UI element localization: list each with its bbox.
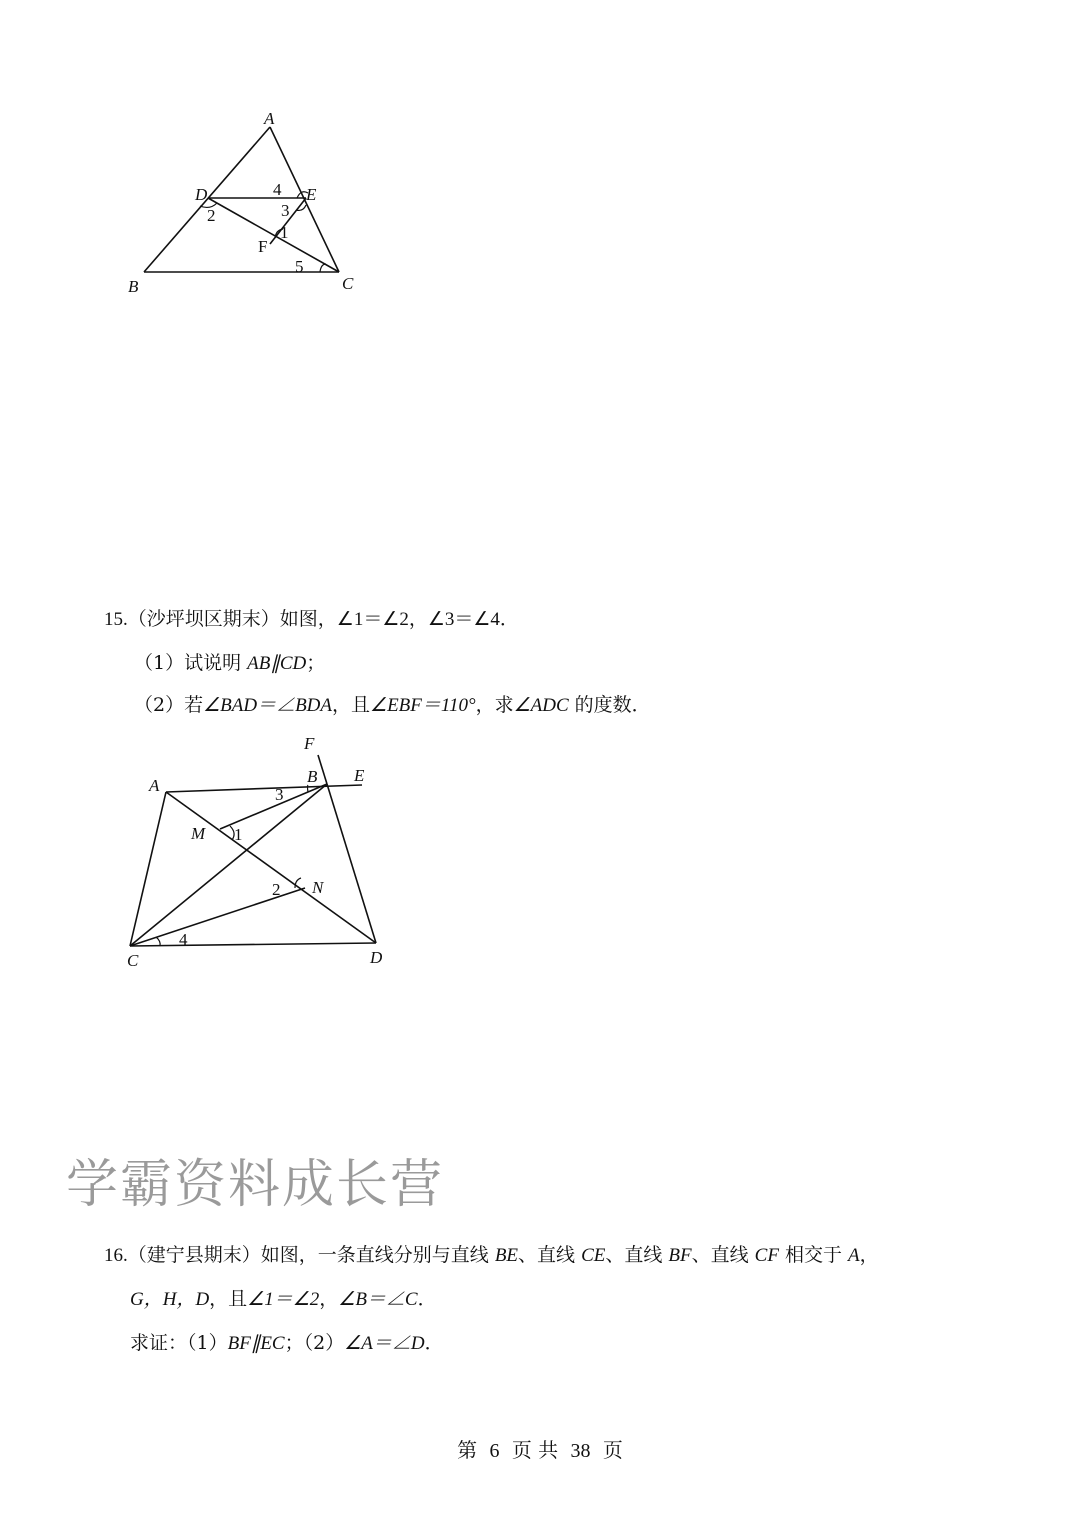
q16-line2-points: G，H，D: [130, 1289, 210, 1310]
label-angle-2: 2: [207, 206, 216, 225]
q16-p-end: ．: [424, 1332, 444, 1354]
q16-line2-math2: ∠B＝∠C: [338, 1289, 418, 1310]
q16-line1-text: 如图，一条直线分别与直线: [260, 1244, 495, 1266]
segment-bd: [327, 784, 376, 943]
q15-part2-mid2: ，求: [475, 694, 514, 716]
q15-part2-math1: ∠BAD＝∠BDA: [203, 695, 333, 716]
label-angle-5: 5: [295, 257, 304, 276]
q15-part1-end: ；: [306, 652, 326, 674]
q15-part1: [134, 650, 325, 677]
label-point-c: C: [342, 274, 354, 293]
label-point-e: E: [354, 766, 365, 785]
q16-be: BE: [494, 1245, 519, 1266]
q16-line2: [130, 1286, 437, 1313]
q15-part1-text: 试说明: [184, 652, 248, 674]
q16-line2-end: ．: [417, 1288, 437, 1310]
q15-number: 15.: [104, 609, 128, 630]
label-angle-3: 3: [281, 201, 290, 220]
figure-quadrilateral-svg: [120, 730, 400, 975]
segment-mb: [220, 784, 327, 829]
q15-part2-end: 的度数．: [568, 694, 651, 716]
label-point-b: B: [307, 767, 318, 786]
figure-triangle-abc: [120, 100, 380, 300]
q16-p1-math: BF∥EC: [227, 1333, 285, 1354]
label-angle-1: 1: [234, 825, 243, 844]
q16-line2-math1: ∠1＝∠2: [247, 1289, 320, 1310]
q16-line1: [104, 1242, 879, 1269]
segment-ad: [166, 792, 376, 943]
q15-part2-label: （2）: [134, 694, 185, 716]
label-angle-2: 2: [272, 880, 281, 899]
label-point-f: F: [258, 237, 268, 256]
footer-page-number: 6: [489, 1440, 500, 1462]
q16-cf: CF: [754, 1245, 779, 1266]
q15-stem-prefix: 如图，: [279, 608, 337, 630]
q16-sep2: 、直线: [605, 1244, 669, 1266]
segment-cd: [130, 943, 376, 946]
q16-p-sep: ；: [284, 1332, 304, 1354]
segment-cb: [130, 784, 327, 946]
q16-ce: CE: [581, 1245, 606, 1266]
label-angle-4: 4: [273, 180, 282, 199]
footer-prefix: 第: [457, 1438, 478, 1462]
q16-p2-math: ∠A＝∠D: [344, 1333, 425, 1354]
q16-prove-label: 求证：: [130, 1332, 188, 1354]
segment-dc: [208, 198, 339, 272]
q15-stem: [104, 606, 519, 633]
footer-total-pages: 38: [570, 1440, 591, 1462]
label-point-m: M: [191, 824, 206, 843]
q16-a: A: [848, 1245, 860, 1266]
label-point-d: D: [370, 948, 383, 967]
q15-part1-math: AB∥CD: [247, 653, 307, 674]
q15-part2-mid: ，且: [332, 694, 371, 716]
label-point-b: B: [128, 277, 139, 296]
q15-part2-pre: 若: [184, 694, 204, 716]
q15-part2-math2: ∠EBF＝110°: [370, 695, 476, 716]
q15-stem-math: ∠1＝∠2，∠3＝∠4．: [336, 609, 519, 630]
q16-sep1: 、直线: [518, 1244, 582, 1266]
arc-angle-4: [156, 937, 160, 946]
q16-p1-label: （1）: [187, 1332, 228, 1354]
label-point-f: F: [304, 734, 315, 753]
label-angle-4: 4: [179, 930, 188, 949]
label-point-a: A: [149, 776, 160, 795]
footer-suffix: 页: [602, 1438, 623, 1462]
figure-quadrilateral: [120, 730, 400, 975]
q15-part2-math3: ∠ADC: [513, 695, 569, 716]
label-point-e: E: [306, 185, 317, 204]
q16-bf: BF: [668, 1245, 692, 1266]
q16-sep3: 、直线: [691, 1244, 755, 1266]
q16-sep4: 相交于: [778, 1244, 849, 1266]
q15-part1-label: （1）: [134, 652, 185, 674]
label-point-n: N: [312, 878, 324, 897]
label-point-d: D: [195, 185, 208, 204]
arc-angle-5: [320, 264, 326, 272]
watermark-text: 学霸资料成长营: [66, 1155, 445, 1215]
q15-source: （沙坪坝区期末）: [127, 608, 280, 630]
label-point-c: C: [127, 951, 139, 970]
page-footer: [0, 1434, 1080, 1463]
q16-comma: ，: [859, 1244, 879, 1266]
segment-bf: [318, 755, 327, 784]
q15-part2: [134, 692, 651, 719]
label-angle-1: 1: [280, 223, 289, 242]
q16-source: （建宁县期末）: [127, 1244, 261, 1266]
q16-line2-sep: ，: [319, 1288, 339, 1310]
label-angle-3: 3: [275, 785, 284, 804]
segment-ac: [130, 792, 166, 946]
q16-line2-mid: ，且: [209, 1288, 248, 1310]
q16-p2-label: （2）: [303, 1332, 345, 1354]
q16-number: 16.: [104, 1245, 128, 1266]
footer-mid: 页 共: [511, 1438, 559, 1462]
figure-triangle-abc-svg: [120, 100, 380, 300]
label-point-a: A: [264, 109, 275, 128]
q16-prove: [130, 1330, 444, 1357]
segment-ae: [166, 785, 362, 792]
arc-angle-3: [308, 785, 309, 792]
